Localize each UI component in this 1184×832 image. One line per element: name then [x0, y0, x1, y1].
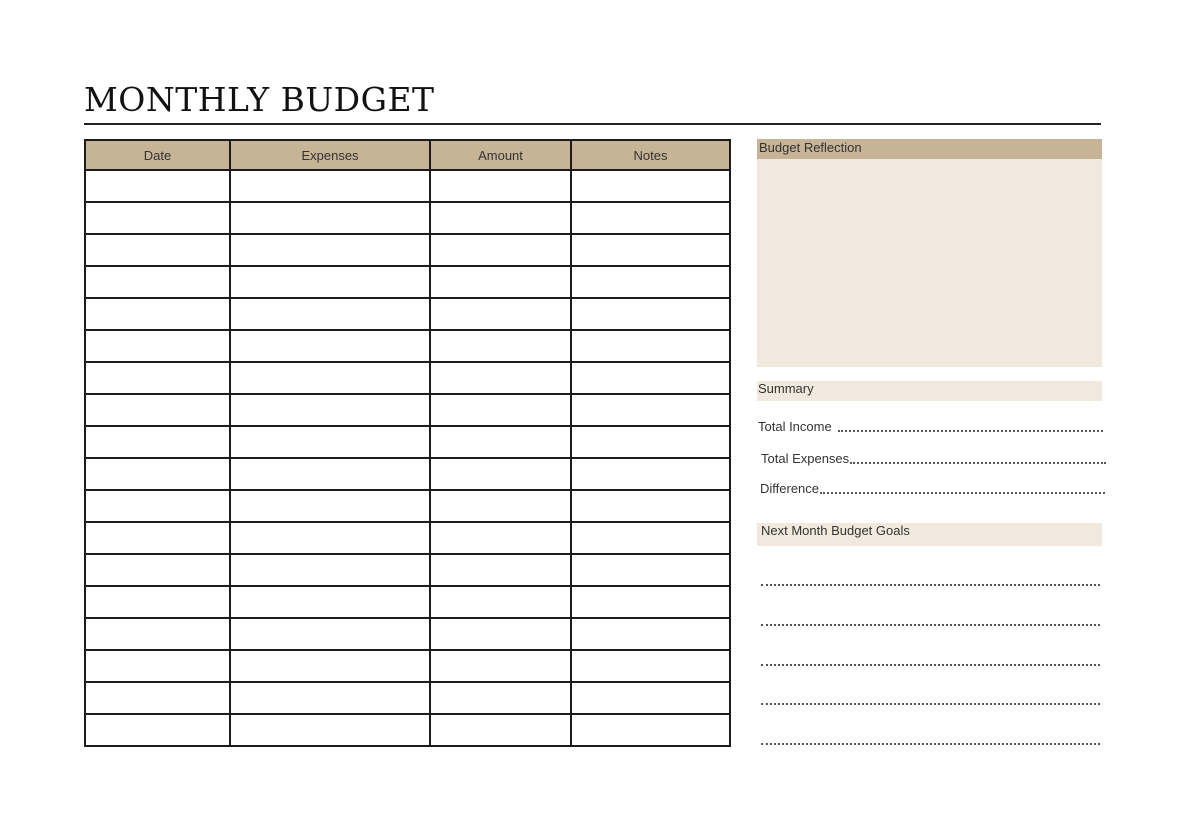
cell-notes[interactable]	[571, 234, 730, 266]
cell-notes[interactable]	[571, 426, 730, 458]
goal-line-5[interactable]	[761, 743, 1100, 745]
cell-date[interactable]	[85, 490, 230, 522]
table-row	[85, 618, 730, 650]
total-expenses-label: Total Expenses	[761, 451, 850, 466]
cell-notes[interactable]	[571, 298, 730, 330]
cell-notes[interactable]	[571, 394, 730, 426]
cell-notes[interactable]	[571, 650, 730, 682]
table-row	[85, 234, 730, 266]
cell-expenses[interactable]	[230, 266, 430, 298]
cell-expenses[interactable]	[230, 426, 430, 458]
expense-ledger-table	[84, 139, 731, 747]
cell-expenses[interactable]	[230, 234, 430, 266]
cell-amount[interactable]	[430, 586, 571, 618]
cell-date[interactable]	[85, 522, 230, 554]
summary-row-total-income	[757, 414, 1103, 434]
cell-expenses[interactable]	[230, 330, 430, 362]
cell-notes[interactable]	[571, 202, 730, 234]
cell-amount[interactable]	[430, 234, 571, 266]
table-row	[85, 650, 730, 682]
table-row	[85, 554, 730, 586]
difference-label: Difference	[760, 481, 820, 496]
page-title: MONTHLY BUDGET	[84, 80, 435, 119]
cell-notes[interactable]	[571, 362, 730, 394]
cell-date[interactable]	[85, 458, 230, 490]
cell-date[interactable]	[85, 266, 230, 298]
cell-date[interactable]	[85, 618, 230, 650]
cell-amount[interactable]	[430, 490, 571, 522]
goal-line-2[interactable]	[761, 624, 1100, 626]
cell-expenses[interactable]	[230, 170, 430, 202]
cell-notes[interactable]	[571, 522, 730, 554]
cell-date[interactable]	[85, 170, 230, 202]
cell-notes[interactable]	[571, 714, 730, 746]
column-header-expenses: Expenses	[230, 140, 430, 170]
goal-line-3[interactable]	[761, 664, 1100, 666]
cell-expenses[interactable]	[230, 362, 430, 394]
column-header-notes: Notes	[571, 140, 730, 170]
cell-date[interactable]	[85, 650, 230, 682]
cell-notes[interactable]	[571, 490, 730, 522]
cell-amount[interactable]	[430, 554, 571, 586]
cell-date[interactable]	[85, 362, 230, 394]
cell-notes[interactable]	[571, 682, 730, 714]
summary-heading: Summary	[757, 381, 1102, 401]
cell-date[interactable]	[85, 234, 230, 266]
column-header-date: Date	[85, 140, 230, 170]
table-row	[85, 362, 730, 394]
cell-expenses[interactable]	[230, 298, 430, 330]
cell-amount[interactable]	[430, 682, 571, 714]
cell-amount[interactable]	[430, 202, 571, 234]
cell-notes[interactable]	[571, 618, 730, 650]
table-row	[85, 682, 730, 714]
cell-expenses[interactable]	[230, 522, 430, 554]
cell-expenses[interactable]	[230, 682, 430, 714]
cell-amount[interactable]	[430, 298, 571, 330]
cell-amount[interactable]	[430, 330, 571, 362]
budget-reflection-heading: Budget Reflection	[757, 139, 1102, 159]
cell-notes[interactable]	[571, 458, 730, 490]
cell-expenses[interactable]	[230, 202, 430, 234]
difference-field[interactable]	[820, 492, 1105, 494]
cell-amount[interactable]	[430, 618, 571, 650]
cell-amount[interactable]	[430, 714, 571, 746]
cell-expenses[interactable]	[230, 618, 430, 650]
cell-amount[interactable]	[430, 170, 571, 202]
summary-row-total-expenses	[757, 446, 1106, 466]
next-month-goals-heading: Next Month Budget Goals	[757, 523, 1102, 546]
cell-expenses[interactable]	[230, 714, 430, 746]
cell-date[interactable]	[85, 554, 230, 586]
table-row	[85, 490, 730, 522]
cell-expenses[interactable]	[230, 490, 430, 522]
cell-amount[interactable]	[430, 266, 571, 298]
table-row	[85, 266, 730, 298]
table-row	[85, 298, 730, 330]
table-row	[85, 586, 730, 618]
table-row	[85, 458, 730, 490]
cell-expenses[interactable]	[230, 586, 430, 618]
summary-row-difference	[757, 476, 1105, 496]
cell-date[interactable]	[85, 298, 230, 330]
column-header-amount: Amount	[430, 140, 571, 170]
cell-expenses[interactable]	[230, 554, 430, 586]
total-income-field[interactable]	[838, 430, 1103, 432]
total-expenses-field[interactable]	[850, 462, 1106, 464]
cell-expenses[interactable]	[230, 650, 430, 682]
budget-reflection-area[interactable]	[757, 159, 1102, 367]
cell-date[interactable]	[85, 714, 230, 746]
cell-date[interactable]	[85, 330, 230, 362]
ledger-header-row	[85, 140, 730, 170]
cell-date[interactable]	[85, 682, 230, 714]
cell-notes[interactable]	[571, 170, 730, 202]
cell-date[interactable]	[85, 202, 230, 234]
cell-date[interactable]	[85, 426, 230, 458]
table-row	[85, 330, 730, 362]
goal-line-4[interactable]	[761, 703, 1100, 705]
table-row	[85, 522, 730, 554]
cell-notes[interactable]	[571, 554, 730, 586]
table-row	[85, 170, 730, 202]
goal-line-1[interactable]	[761, 584, 1100, 586]
cell-notes[interactable]	[571, 330, 730, 362]
table-row	[85, 714, 730, 746]
cell-amount[interactable]	[430, 522, 571, 554]
cell-amount[interactable]	[430, 458, 571, 490]
cell-date[interactable]	[85, 586, 230, 618]
title-underline	[84, 123, 1101, 125]
cell-notes[interactable]	[571, 586, 730, 618]
cell-date[interactable]	[85, 394, 230, 426]
cell-amount[interactable]	[430, 650, 571, 682]
table-row	[85, 394, 730, 426]
table-row	[85, 426, 730, 458]
table-row	[85, 202, 730, 234]
total-income-label: Total Income	[758, 419, 832, 434]
ledger-body	[85, 170, 730, 746]
cell-amount[interactable]	[430, 362, 571, 394]
cell-amount[interactable]	[430, 394, 571, 426]
cell-amount[interactable]	[430, 426, 571, 458]
cell-expenses[interactable]	[230, 394, 430, 426]
cell-expenses[interactable]	[230, 458, 430, 490]
cell-notes[interactable]	[571, 266, 730, 298]
